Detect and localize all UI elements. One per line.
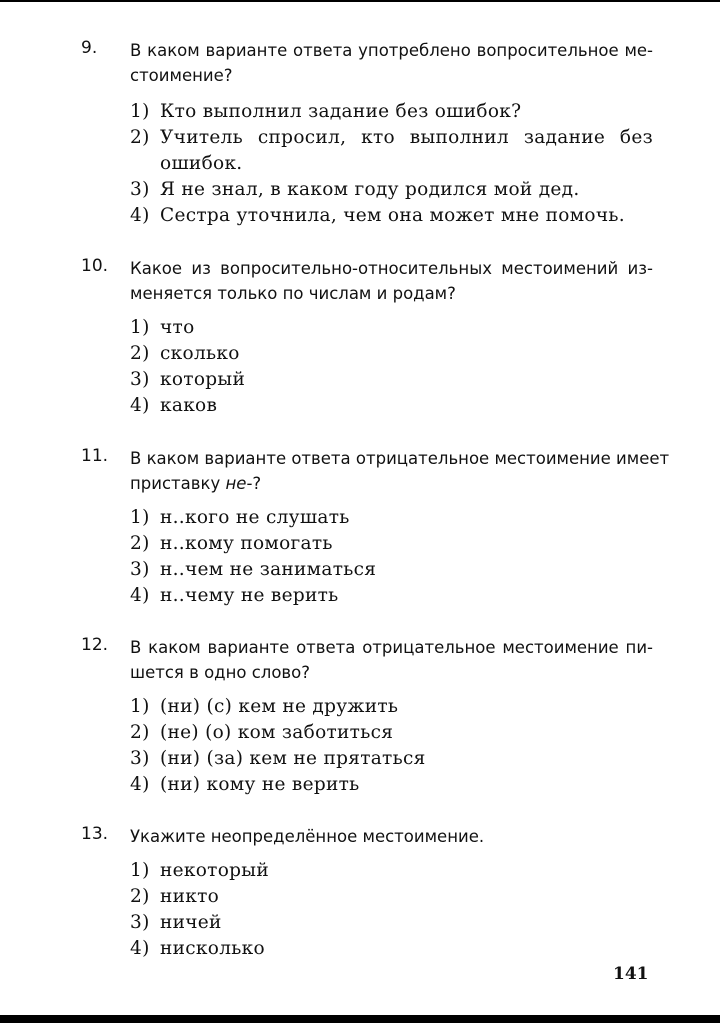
answer-options (130, 315, 653, 419)
question-text-line: стоимение? (130, 66, 233, 85)
answer-option-3 (130, 177, 653, 203)
question-text-line: шется в одно слово? (130, 663, 310, 682)
option-text: некоторый (160, 860, 269, 881)
option-text: который (160, 369, 246, 390)
option-number: 1) (130, 860, 150, 881)
answer-option-4 (130, 203, 653, 229)
answer-option-4 (130, 393, 653, 419)
option-text: нисколько (160, 938, 265, 959)
page-bottom-border (0, 1015, 720, 1023)
option-number: 4) (130, 585, 150, 606)
option-number: 2) (130, 127, 150, 148)
option-text: Сестра уточнила, чем она может мне помочь. (160, 205, 625, 226)
question-text (130, 256, 653, 306)
answer-option-4 (130, 936, 653, 962)
option-number: 3) (130, 559, 150, 580)
question-number: 11. (81, 446, 109, 466)
question-text-line: Укажите неопределённое местоимение. (130, 827, 485, 846)
question-text-prefix: приставку (130, 474, 226, 493)
question-text (130, 824, 653, 849)
question-text-line: меняется только по числам и родам? (130, 284, 456, 303)
question-text-line: В каком варианте ответа отрицательное местоимение имеет (130, 449, 670, 468)
answer-option-2 (130, 125, 653, 177)
option-text: н..чему не верить (160, 585, 339, 606)
answer-option-3 (130, 910, 653, 936)
option-text: сколько (160, 343, 240, 364)
option-number: 3) (130, 369, 150, 390)
option-text: никто (160, 886, 220, 907)
option-number: 1) (130, 507, 150, 528)
option-number: 1) (130, 101, 150, 122)
answer-option-2 (130, 884, 653, 910)
answer-option-2 (130, 720, 653, 746)
option-text: н..кому помогать (160, 533, 333, 554)
option-number: 2) (130, 533, 150, 554)
question-number: 12. (81, 635, 109, 655)
option-text: (не) (о) ком заботиться (160, 722, 394, 743)
option-number: 1) (130, 317, 150, 338)
answer-option-1 (130, 505, 653, 531)
answer-option-1 (130, 858, 653, 884)
question-number: 10. (81, 256, 109, 276)
answer-option-1 (130, 694, 653, 720)
option-number: 3) (130, 912, 150, 933)
question-text-line: Какое из вопросительно-относительных местоимений из- (130, 259, 653, 278)
question-text-line: В каком варианте ответа употреблено вопросительное ме- (130, 41, 653, 60)
question-text (130, 635, 653, 685)
option-number: 4) (130, 205, 150, 226)
answer-options (130, 505, 653, 609)
option-number: 2) (130, 722, 150, 743)
option-text: Учитель спросил, кто выполнил задание без (160, 127, 653, 148)
question-text-line (130, 471, 653, 496)
option-text: каков (160, 395, 218, 416)
option-text: (ни) (за) кем не прятаться (160, 748, 426, 769)
question-text-suffix: -? (246, 474, 262, 493)
answer-options (130, 858, 653, 962)
option-text: н..чем не заниматься (160, 559, 377, 580)
option-number: 3) (130, 179, 150, 200)
answer-option-4 (130, 772, 653, 798)
option-text: (ни) (с) кем не дружить (160, 696, 399, 717)
answer-option-3 (130, 367, 653, 393)
option-number: 2) (130, 886, 150, 907)
option-text: н..кого не слушать (160, 507, 350, 528)
option-number: 2) (130, 343, 150, 364)
question-text-line: В каком варианте ответа отрицательное местоимение пи- (130, 638, 653, 657)
answer-options (130, 694, 653, 798)
question-number: 13. (81, 824, 109, 844)
option-number: 4) (130, 395, 150, 416)
answer-option-3 (130, 746, 653, 772)
option-text: (ни) кому не верить (160, 774, 360, 795)
option-text: Я не знал, в каком году родился мой дед. (160, 179, 580, 200)
answer-option-3 (130, 557, 653, 583)
answer-option-1 (130, 99, 653, 125)
question-text (130, 446, 670, 496)
option-text: что (160, 317, 195, 338)
option-number: 3) (130, 748, 150, 769)
option-text: Кто выполнил задание без ошибок? (160, 101, 522, 122)
answer-option-1 (130, 315, 653, 341)
option-number: 1) (130, 696, 150, 717)
question-text (130, 38, 653, 88)
option-text: ошибок. (160, 153, 243, 174)
answer-option-2 (130, 531, 653, 557)
answer-option-4 (130, 583, 653, 609)
question-text-italic: не (225, 474, 247, 493)
page-top-border (0, 0, 720, 2)
answer-options (130, 99, 653, 229)
question-number: 9. (81, 38, 98, 58)
option-text: ничей (160, 912, 222, 933)
page-number: 141 (613, 964, 649, 984)
option-number: 4) (130, 774, 150, 795)
option-number: 4) (130, 938, 150, 959)
answer-option-2 (130, 341, 653, 367)
